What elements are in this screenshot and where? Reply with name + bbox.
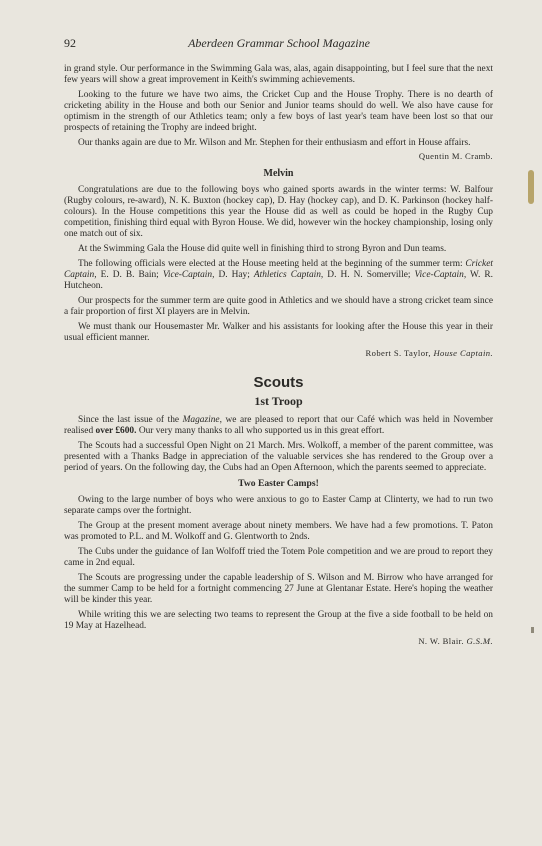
- page-number: 92: [64, 36, 76, 50]
- official-name: D. H. N. Somerville;: [323, 270, 415, 280]
- melvin-paragraph-5: We must thank our Housemaster Mr. Walker and his assistants for looking after the House this year in their usual efficient manner.: [64, 322, 493, 343]
- melvin-paragraph-1: Congratulations are due to the following boys who gained sports awards in the winter terms: W. Balfour (Rugby colours, re-award), N. K. Buxton (hockey cap), D. Hay (hockey cap), and D. K. Parkinson (hockey half-colours). In the House competitions this year the House did as well as could be hoped in the Rugby Cup competition, finishing third equal with Byron House. We did, however win the hockey championship, losing only one match out of six.: [64, 185, 493, 239]
- page-header: [64, 36, 494, 52]
- official-name: E. D. B. Bain;: [96, 270, 163, 280]
- signature-name: Robert S. Taylor,: [365, 348, 434, 358]
- signature-name: N. W. Blair.: [418, 636, 467, 646]
- camps-heading: Two Easter Camps!: [238, 478, 319, 489]
- melvin-signature: [64, 348, 493, 359]
- intro-paragraph-1: in grand style. Our performance in the Swimming Gala was, alas, again disappointing, but I feel sure that the next few years will show a great improvement in Keith's swimming achievements.: [64, 64, 493, 85]
- scouts-paragraph-4: The Group at the present moment average about ninety members. We have had a few promotions. T. Paton was promoted to P.L. and M. Wolkoff and G. Glentworth to 2nds.: [64, 521, 493, 542]
- page-body: [64, 64, 493, 653]
- scouts-paragraph-5: The Cubs under the guidance of Ian Wolfoff tried the Totem Pole competition and we are proud to report they came in 2nd equal.: [64, 547, 493, 568]
- official-role: Athletics Captain,: [253, 270, 324, 280]
- edge-speck-mark: [531, 627, 534, 633]
- officials-intro: The following officials were elected at the House meeting held at the beginning of the summer term:: [78, 259, 466, 269]
- scouts-paragraph-7: While writing this we are selecting two teams to represent the Group at the five a side football to be held on 19 May at Hazelhead.: [64, 610, 493, 631]
- text-run: , we are pleased to report that our Café which was held in November realised: [64, 415, 493, 436]
- edge-stain-mark: [528, 170, 534, 204]
- intro-signature: Quentin M. Cramb.: [418, 151, 493, 161]
- cafe-amount: over £600.: [95, 426, 137, 436]
- official-role: Cricket Captain,: [64, 259, 493, 280]
- official-role: Vice-Captain,: [414, 270, 467, 280]
- melvin-paragraph-3: [64, 259, 493, 292]
- troop-subheading: 1st Troop: [254, 394, 303, 408]
- scouts-heading: Scouts: [253, 374, 304, 391]
- intro-paragraph-3: Our thanks again are due to Mr. Wilson and Mr. Stephen for their enthusiasm and effort in House affairs.: [78, 138, 471, 148]
- intro-paragraph-2: Looking to the future we have two aims, the Cricket Cup and the House Trophy. There is no dearth of cricketing ability in the House and both our Senior and Junior teams should do well. We also have cause for optimism in the strength of our Athletics team; only a few boys of last year's team have been lost so that our prospects of retaining the Trophy are indeed bright.: [64, 90, 493, 133]
- text-run: Our very many thanks to all who supported us in this great effort.: [136, 426, 385, 436]
- text-run: Since the last issue of the: [78, 415, 183, 425]
- official-name: W. R. Hutcheon.: [64, 270, 493, 291]
- melvin-heading: Melvin: [263, 168, 294, 179]
- scouts-paragraph-3: Owing to the large number of boys who were anxious to go to Easter Camp at Clinterty, we had to run two separate camps over the fortnight.: [64, 495, 493, 516]
- signature-role: House Captain.: [433, 348, 493, 358]
- scouts-paragraph-2: The Scouts had a successful Open Night on 21 March. Mrs. Wolkoff, a member of the parent committee, was presented with a Thanks Badge in appreciation of the valuable services she has rendered to the Group over a period of years. On the following day, the Cubs had an Open Afternoon, which the parents seemed to appreciate.: [64, 441, 493, 473]
- official-role: Vice-Captain,: [162, 270, 215, 280]
- official-name: D. Hay;: [214, 270, 254, 280]
- signature-role: G.S.M.: [466, 636, 493, 646]
- journal-title: Aberdeen Grammar School Magazine: [188, 36, 370, 50]
- melvin-paragraph-4: Our prospects for the summer term are quite good in Athletics and we should have a strong cricket team since a fair proportion of first XI players are in Melvin.: [64, 296, 493, 317]
- melvin-paragraph-2: At the Swimming Gala the House did quite well in finishing third to strong Byron and Dun teams.: [78, 244, 447, 254]
- scouts-signature: [64, 636, 493, 647]
- scouts-paragraph-1: [64, 415, 493, 437]
- scouts-paragraph-6: The Scouts are progressing under the capable leadership of S. Wilson and M. Birrow who have arranged for the summer Camp to be held for a fortnight commencing 27 June at Glentanar Estate. Here's hoping the weather will be kinder this year.: [64, 573, 493, 605]
- magazine-ref: Magazine: [182, 415, 220, 425]
